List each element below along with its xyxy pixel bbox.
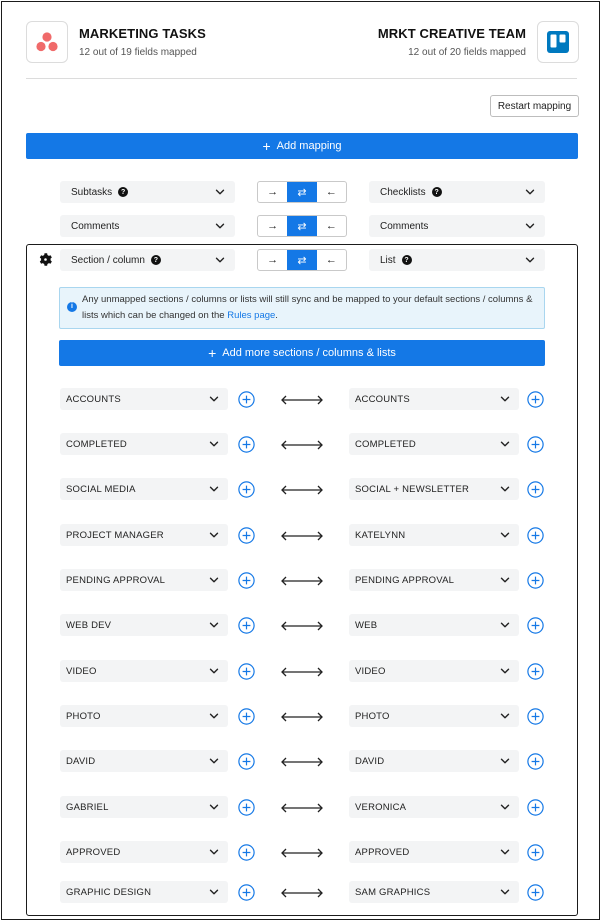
add-left-section-icon[interactable] — [238, 753, 255, 770]
chevron-down-icon — [499, 529, 511, 541]
add-right-list-icon[interactable] — [527, 572, 544, 589]
chevron-down-icon — [208, 529, 220, 541]
right-app-header — [378, 19, 579, 65]
restart-mapping-button[interactable]: Restart mapping — [490, 95, 579, 117]
left-to-right-button[interactable]: → — [267, 186, 279, 198]
chevron-down-icon — [499, 665, 511, 677]
right-field-label: Comments — [380, 220, 429, 232]
right-app-name: MRKT CREATIVE TEAM — [377, 26, 526, 41]
left-section-label: WEB DEV — [66, 619, 112, 631]
left-to-right-button[interactable]: → — [267, 254, 279, 266]
section-mapping-row — [0, 478, 600, 502]
chevron-down-icon — [499, 801, 511, 813]
chevron-down-icon — [499, 886, 511, 898]
two-way-button[interactable]: ⇄ — [287, 250, 316, 270]
left-section-label: ACCOUNTS — [66, 393, 121, 405]
chevron-down-icon — [208, 755, 220, 767]
chevron-down-icon — [214, 186, 226, 198]
right-list-select[interactable] — [349, 881, 519, 903]
left-section-select[interactable] — [60, 388, 228, 410]
chevron-down-icon — [499, 483, 511, 495]
left-section-label: VIDEO — [66, 665, 97, 677]
add-left-section-icon[interactable] — [238, 527, 255, 544]
two-way-arrow-icon — [280, 710, 324, 722]
left-app-name: MARKETING TASKS — [79, 26, 206, 41]
section-mapping-row — [0, 750, 600, 774]
right-field-label: Checklists — [380, 186, 426, 198]
chevron-down-icon — [208, 801, 220, 813]
add-right-list-icon[interactable] — [527, 527, 544, 544]
right-list-label: ACCOUNTS — [355, 393, 410, 405]
add-right-list-icon[interactable] — [527, 391, 544, 408]
add-mapping-button[interactable] — [26, 133, 578, 159]
section-mapping-row — [0, 614, 600, 638]
left-field-label: Section / column — [71, 254, 145, 266]
right-list-label: PHOTO — [355, 710, 390, 722]
right-list-label: KATELYNN — [355, 529, 406, 541]
left-section-label: PROJECT MANAGER — [66, 529, 164, 541]
trello-logo-icon — [537, 21, 579, 63]
chevron-down-icon — [499, 438, 511, 450]
chevron-down-icon — [208, 710, 220, 722]
section-mapping-row — [0, 705, 600, 729]
two-way-arrow-icon — [280, 755, 324, 767]
add-left-section-icon[interactable] — [238, 799, 255, 816]
asana-logo-icon — [26, 21, 68, 63]
section-mapping-row — [0, 524, 600, 548]
help-icon[interactable]: ? — [402, 255, 412, 265]
add-left-section-icon[interactable] — [238, 884, 255, 901]
right-app-mapped-count: 12 out of 20 fields mapped — [408, 47, 526, 58]
left-section-select[interactable] — [60, 433, 228, 455]
left-section-label: PHOTO — [66, 710, 101, 722]
left-section-select[interactable] — [60, 841, 228, 863]
field-mapping-row — [0, 249, 600, 273]
right-list-select[interactable] — [349, 705, 519, 727]
two-way-arrow-icon — [280, 574, 324, 586]
add-right-list-icon[interactable] — [527, 617, 544, 634]
left-section-select[interactable] — [60, 705, 228, 727]
chevron-down-icon — [214, 220, 226, 232]
chevron-down-icon — [214, 254, 226, 266]
left-section-label: APPROVED — [66, 846, 121, 858]
add-left-section-icon[interactable] — [238, 572, 255, 589]
right-list-label: VIDEO — [355, 665, 386, 677]
field-mapping-row — [0, 215, 600, 239]
chevron-down-icon — [499, 710, 511, 722]
section-mapping-row — [0, 841, 600, 865]
add-left-section-icon[interactable] — [238, 481, 255, 498]
field-mapping-row — [0, 181, 600, 205]
help-icon[interactable]: ? — [118, 187, 128, 197]
add-right-list-icon[interactable] — [527, 799, 544, 816]
section-mapping-row — [0, 433, 600, 457]
add-right-list-icon[interactable] — [527, 708, 544, 725]
add-right-list-icon[interactable] — [527, 663, 544, 680]
left-section-select[interactable] — [60, 569, 228, 591]
info-icon: i — [67, 302, 77, 312]
right-list-label: VERONICA — [355, 801, 407, 813]
left-field-select[interactable] — [60, 215, 235, 237]
right-list-select[interactable] — [349, 524, 519, 546]
right-list-label: SOCIAL + NEWSLETTER — [355, 483, 470, 495]
chevron-down-icon — [499, 393, 511, 405]
chevron-down-icon — [499, 619, 511, 631]
right-to-left-button[interactable]: ← — [325, 220, 337, 232]
chevron-down-icon — [208, 665, 220, 677]
right-list-select[interactable] — [349, 614, 519, 636]
chevron-down-icon — [208, 846, 220, 858]
right-list-label: PENDING APPROVAL — [355, 574, 455, 586]
right-field-select[interactable] — [369, 181, 545, 203]
chevron-down-icon — [524, 186, 536, 198]
left-section-select[interactable] — [60, 881, 228, 903]
chevron-down-icon — [208, 438, 220, 450]
add-right-list-icon[interactable] — [527, 753, 544, 770]
chevron-down-icon — [524, 254, 536, 266]
chevron-down-icon — [208, 393, 220, 405]
right-list-select[interactable] — [349, 388, 519, 410]
rules-page-link[interactable]: Rules page — [227, 310, 276, 321]
right-list-select[interactable] — [349, 478, 519, 500]
left-section-select[interactable] — [60, 524, 228, 546]
right-list-select[interactable] — [349, 841, 519, 863]
left-section-select[interactable] — [60, 614, 228, 636]
two-way-arrow-icon — [280, 665, 324, 677]
info-tail: . — [275, 310, 278, 321]
right-to-left-button[interactable]: ← — [325, 186, 337, 198]
left-app-header — [26, 19, 206, 65]
right-field-label: List — [380, 254, 396, 266]
add-left-section-icon[interactable] — [238, 663, 255, 680]
chevron-down-icon — [208, 619, 220, 631]
section-mapping-row — [0, 660, 600, 684]
add-right-list-icon[interactable] — [527, 436, 544, 453]
two-way-button[interactable]: ⇄ — [287, 182, 316, 202]
left-to-right-button[interactable]: → — [267, 220, 279, 232]
help-icon[interactable]: ? — [151, 255, 161, 265]
right-list-label: WEB — [355, 619, 378, 631]
two-way-arrow-icon — [280, 529, 324, 541]
chevron-down-icon — [524, 220, 536, 232]
right-list-label: SAM GRAPHICS — [355, 886, 431, 898]
chevron-down-icon — [499, 574, 511, 586]
left-field-select[interactable] — [60, 181, 235, 203]
plus-icon: + — [262, 138, 271, 154]
info-text: Any unmapped sections / columns or lists will still sync and be mapped to your default sections / columns & lists which can be changed on the — [82, 294, 533, 321]
right-list-select[interactable] — [349, 660, 519, 682]
right-list-select[interactable] — [349, 750, 519, 772]
add-right-list-icon[interactable] — [527, 481, 544, 498]
left-section-select[interactable] — [60, 750, 228, 772]
chevron-down-icon — [208, 574, 220, 586]
add-more-label: Add more sections / columns & lists — [222, 347, 396, 359]
right-list-label: DAVID — [355, 755, 385, 767]
left-section-select[interactable] — [60, 660, 228, 682]
left-section-label: COMPLETED — [66, 438, 127, 450]
add-mapping-label: Add mapping — [276, 140, 342, 152]
add-left-section-icon[interactable] — [238, 708, 255, 725]
add-left-section-icon[interactable] — [238, 391, 255, 408]
sync-direction-toggle — [257, 181, 347, 203]
right-list-select[interactable] — [349, 433, 519, 455]
section-mapping-row — [0, 569, 600, 593]
add-right-list-icon[interactable] — [527, 844, 544, 861]
two-way-arrow-icon — [280, 619, 324, 631]
plus-icon: + — [208, 345, 217, 361]
right-list-label: COMPLETED — [355, 438, 416, 450]
left-section-label: GABRIEL — [66, 801, 109, 813]
right-list-label: APPROVED — [355, 846, 410, 858]
left-field-label: Comments — [71, 220, 120, 232]
two-way-arrow-icon — [280, 801, 324, 813]
sync-direction-toggle — [257, 249, 347, 271]
two-way-button[interactable]: ⇄ — [287, 216, 316, 236]
left-field-label: Subtasks — [71, 186, 113, 198]
gear-icon[interactable] — [39, 253, 52, 266]
section-mapping-row — [0, 388, 600, 412]
add-left-section-icon[interactable] — [238, 617, 255, 634]
left-section-select[interactable] — [60, 478, 228, 500]
right-list-select[interactable] — [349, 569, 519, 591]
info-notice — [59, 287, 545, 329]
add-left-section-icon[interactable] — [238, 844, 255, 861]
left-field-select[interactable] — [60, 249, 235, 271]
two-way-arrow-icon — [280, 438, 324, 450]
right-field-select[interactable] — [369, 249, 545, 271]
left-section-label: DAVID — [66, 755, 96, 767]
left-section-label: PENDING APPROVAL — [66, 574, 166, 586]
two-way-arrow-icon — [280, 483, 324, 495]
two-way-arrow-icon — [280, 886, 324, 898]
two-way-arrow-icon — [280, 393, 324, 405]
add-left-section-icon[interactable] — [238, 436, 255, 453]
section-mapping-row — [0, 881, 600, 905]
header-divider — [26, 78, 577, 79]
chevron-down-icon — [208, 886, 220, 898]
sync-direction-toggle — [257, 215, 347, 237]
left-section-label: GRAPHIC DESIGN — [66, 886, 152, 898]
chevron-down-icon — [499, 846, 511, 858]
left-app-mapped-count: 12 out of 19 fields mapped — [79, 47, 197, 58]
right-to-left-button[interactable]: ← — [325, 254, 337, 266]
left-section-select[interactable] — [60, 796, 228, 818]
right-field-select[interactable] — [369, 215, 545, 237]
help-icon[interactable]: ? — [432, 187, 442, 197]
two-way-arrow-icon — [280, 846, 324, 858]
right-list-select[interactable] — [349, 796, 519, 818]
chevron-down-icon — [208, 483, 220, 495]
add-right-list-icon[interactable] — [527, 884, 544, 901]
chevron-down-icon — [499, 755, 511, 767]
section-mapping-row — [0, 796, 600, 820]
add-more-sections-button[interactable] — [59, 340, 545, 366]
left-section-label: SOCIAL MEDIA — [66, 483, 136, 495]
